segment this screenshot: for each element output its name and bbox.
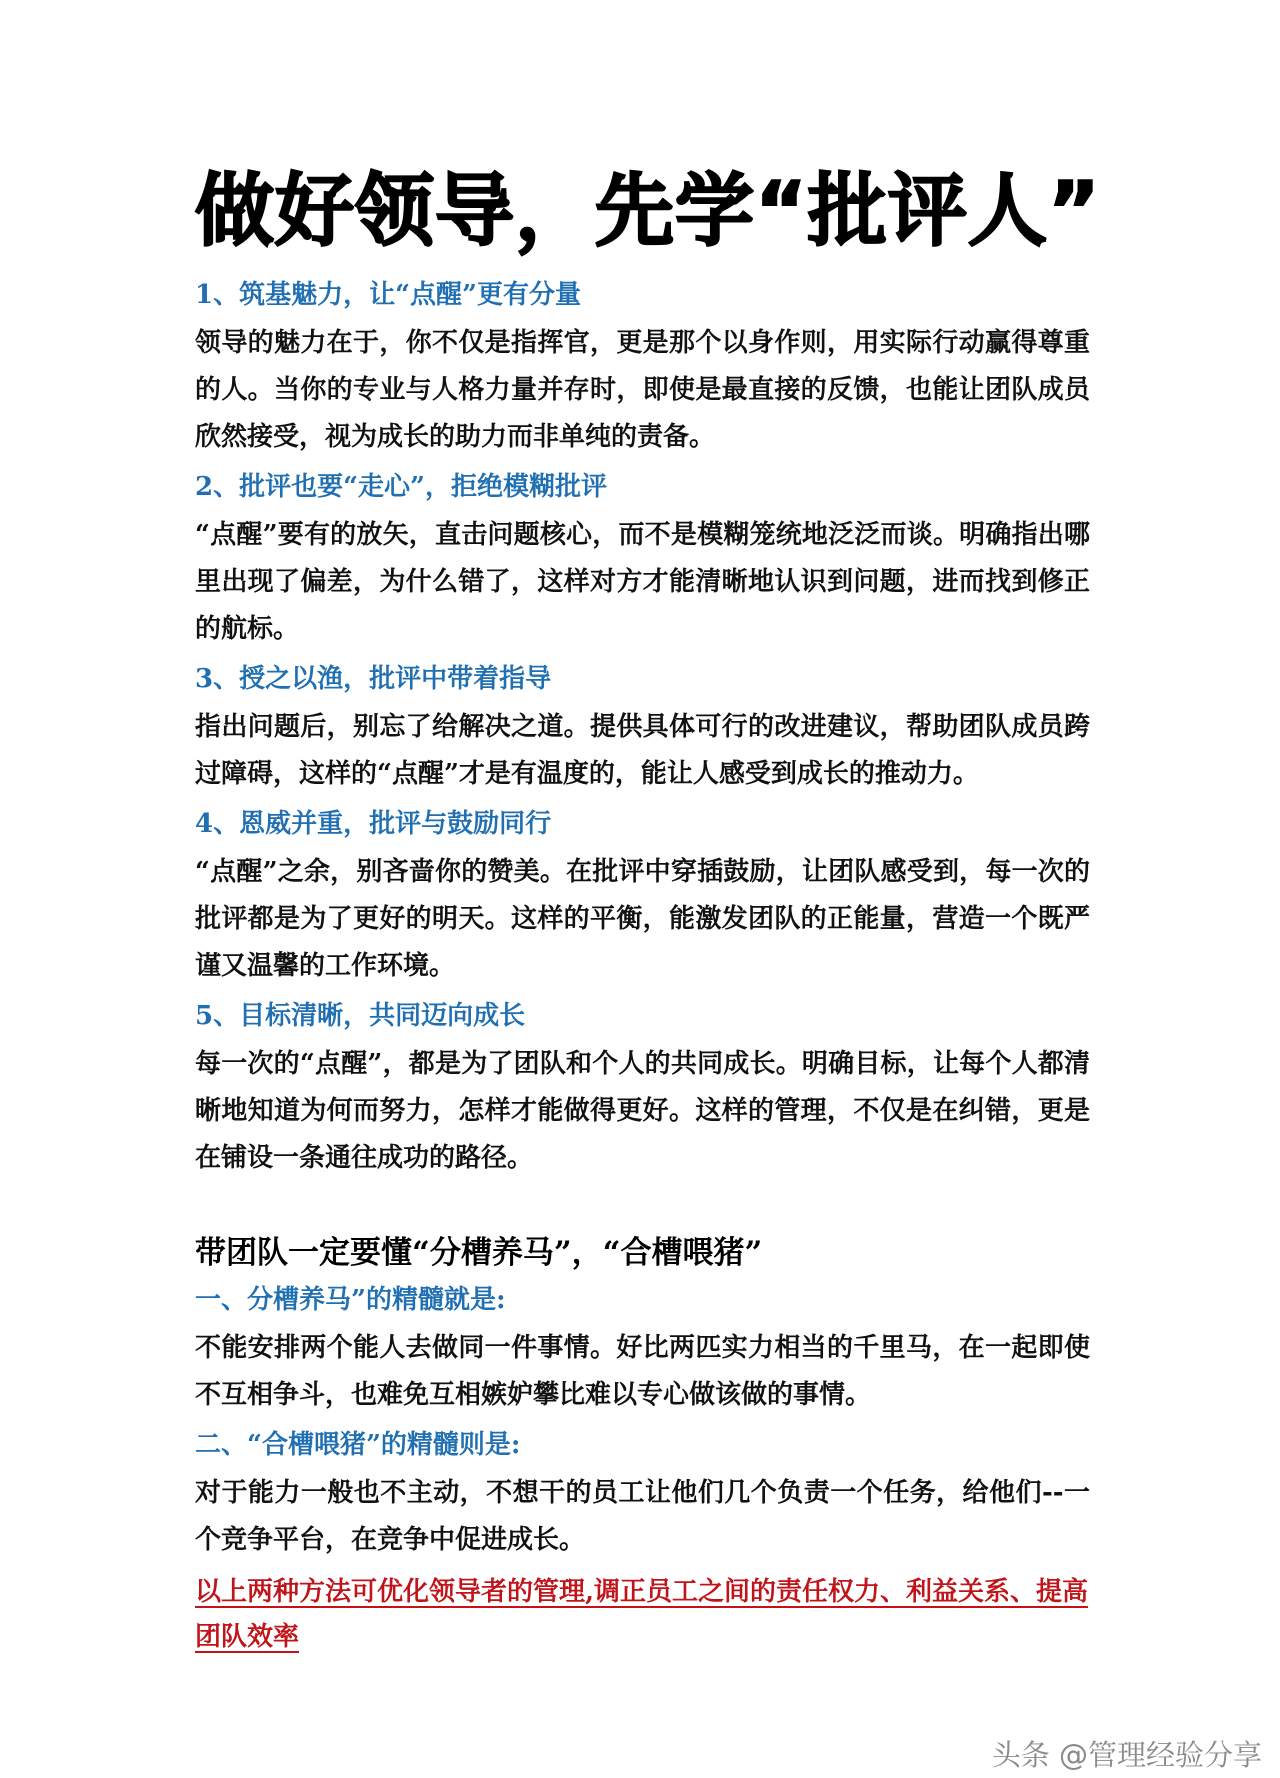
section-heading: 5、目标清晰，共同迈向成长 (195, 1001, 526, 1031)
section-body: “点醒”之余，别吝啬你的赞美。在批评中穿插鼓励，让团队感受到，每一次的批评都是为了更好的明天。这样的平衡，能激发团队的正能量，营造一个既严谨又温馨的工作环境。 (195, 857, 1090, 981)
part2-item-body: 对于能力一般也不主动，不想干的员工让他们几个负责一个任务，给他们--一个竞争平台，在竞争中促进成长。 (195, 1478, 1090, 1555)
section-3 (195, 659, 1090, 798)
section-4 (195, 804, 1090, 990)
section-5 (195, 996, 1090, 1182)
section-1 (195, 275, 1090, 461)
section-body: 每一次的“点醒”，都是为了团队和个人的共同成长。明确目标，让每个人都清晰地知道为何而努力，怎样才能做得更好。这样的管理，不仅是在纠错，更是在铺设一条通往成功的路径。 (195, 1049, 1090, 1173)
part2-item-2 (195, 1425, 1090, 1564)
article-content (195, 165, 1101, 1660)
page-title: 做好领导，先学“批评人” (195, 165, 1101, 257)
summary-text: 以上两种方法可优化领导者的管理,调正员工之间的责任权力、利益关系、提高团队效率 (195, 1577, 1089, 1652)
part2-title: 带团队一定要懂“分槽养马”，“合槽喂猪” (195, 1235, 763, 1271)
part2-item-1 (195, 1280, 1090, 1419)
part2-item-body: 不能安排两个能人去做同一件事情。好比两匹实力相当的千里马，在一起即使不互相争斗，也难免互相嫉妒攀比难以专心做该做的事情。 (195, 1333, 1090, 1410)
part2-item-heading: 一、分槽养马”的精髓就是: (195, 1285, 506, 1315)
section-heading: 3、授之以渔，批评中带着指导 (195, 664, 552, 694)
part2-item-heading: 二、“合槽喂猪”的精髓则是: (195, 1430, 521, 1460)
watermark: 头条 @管理经验分享 (991, 1738, 1262, 1772)
section-body: “点醒”要有的放矢，直击问题核心，而不是模糊笼统地泛泛而谈。明确指出哪里出现了偏差，为什么错了，这样对方才能清晰地认识到问题，进而找到修正的航标。 (195, 520, 1090, 644)
section-2 (195, 467, 1090, 653)
section-body: 指出问题后，别忘了给解决之道。提供具体可行的改进建议，帮助团队成员跨过障碍，这样的“点醒”才是有温度的，能让人感受到成长的推动力。 (195, 712, 1090, 789)
section-heading: 2、批评也要“走心”，拒绝模糊批评 (195, 472, 608, 502)
section-body: 领导的魅力在于，你不仅是指挥官，更是那个以身作则，用实际行动赢得尊重的人。当你的专业与人格力量并存时，即使是最直接的反馈，也能让团队成员欣然接受，视为成长的助力而非单纯的责备。 (195, 328, 1090, 452)
section-heading: 1、筑基魅力，让“点醒”更有分量 (195, 280, 582, 310)
section-heading: 4、恩威并重，批评与鼓励同行 (195, 809, 552, 839)
